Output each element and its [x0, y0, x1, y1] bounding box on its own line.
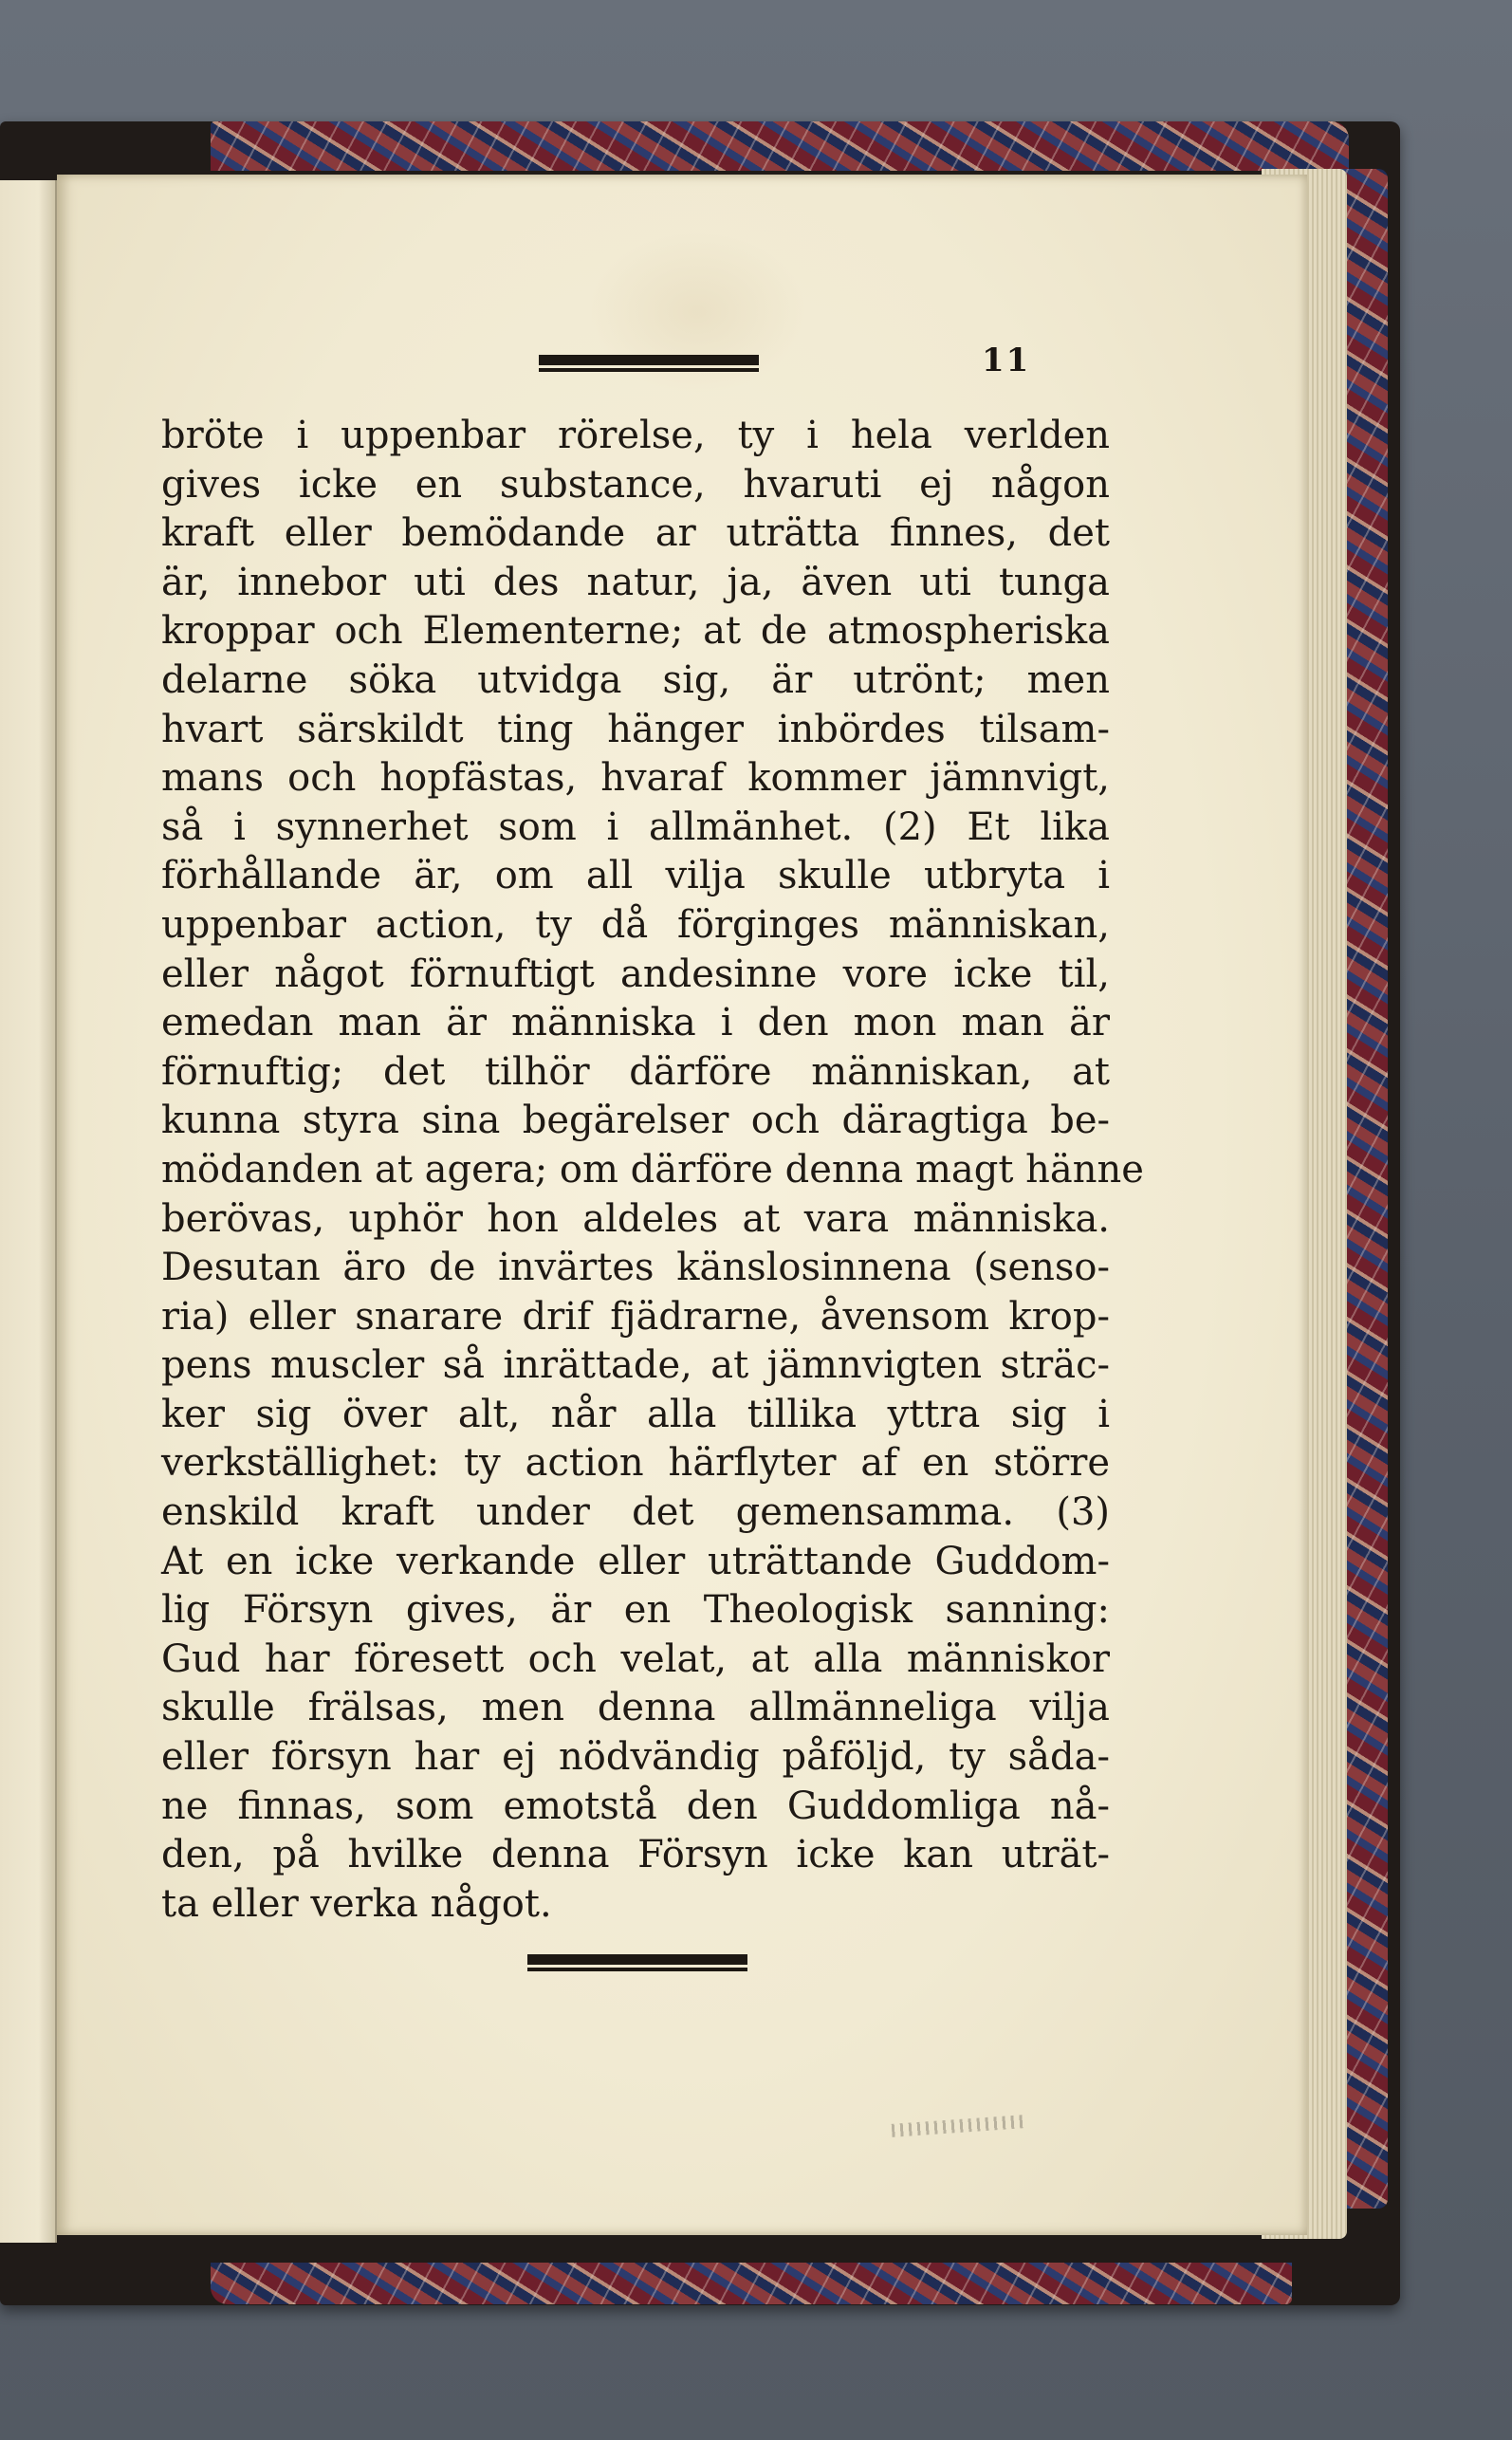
- text-line: Desutan äro de invärtes känslosinnena (senso-: [161, 1246, 1110, 1290]
- text-line: mödanden at agera; om därföre denna magt hänne: [161, 1147, 1144, 1192]
- page-number: 11: [982, 342, 1031, 379]
- footer-rule: [527, 1954, 747, 1965]
- text-line: lig Försyn gives, är en Theologisk sanning:: [161, 1588, 1110, 1633]
- text-line: gives icke en substance, hvaruti ej någon: [161, 462, 1110, 507]
- book-page: [57, 175, 1307, 2235]
- text-line: pens muscler så inrättade, at jämnvigten sträc-: [161, 1343, 1110, 1388]
- text-line: ker sig över alt, når alla tillika yttra sig i: [161, 1392, 1110, 1436]
- text-line: så i synnerhet som i allmänhet. (2) Et lika: [161, 804, 1110, 849]
- text-line: förnuftig; det tilhör därföre människan, at: [161, 1049, 1110, 1094]
- text-line: den, på hvilke denna Försyn icke kan uträt-: [161, 1833, 1110, 1877]
- text-line: bröte i uppenbar rörelse, ty i hela verlden: [161, 414, 1110, 457]
- text-line: enskild kraft under det gemensamma. (3): [161, 1490, 1110, 1535]
- ink-specks: [892, 2115, 1025, 2137]
- text-line: kunna styra sina begärelser och däragtiga be-: [161, 1099, 1110, 1143]
- text-line: hvart särskildt ting hänger inbördes tilsam-: [161, 707, 1110, 751]
- left-page-edge: [0, 180, 57, 2243]
- text-line: förhållande är, om all vilja skulle utbryta i: [161, 854, 1110, 898]
- text-line: At en icke verkande eller uträttande Guddom-: [161, 1539, 1110, 1583]
- text-line: uppenbar action, ty då förginges människan,: [161, 902, 1110, 947]
- text-line: emedan man är människa i den mon man är: [161, 1001, 1110, 1045]
- text-line: kraft eller bemödande ar uträtta finnes, det: [161, 511, 1110, 556]
- text-line: ne finnas, som emotstå den Guddomliga nå-: [161, 1784, 1110, 1828]
- text-line: verkställighet: ty action härflyter af en större: [161, 1441, 1110, 1486]
- header-rule: [539, 355, 759, 365]
- text-line: ria) eller snarare drif fjädrarne, åvensom krop-: [161, 1294, 1110, 1339]
- page-body-text: [161, 412, 1144, 1929]
- text-line: Gud har föresett och velat, at alla människor: [161, 1636, 1110, 1681]
- marbled-edge-bottom: [211, 2263, 1292, 2304]
- text-line: kroppar och Elementerne; at de atmospheriska: [161, 609, 1110, 654]
- text-line: eller något förnuftigt andesinne vore icke til,: [161, 952, 1110, 996]
- text-line: mans och hopfästas, hvaraf kommer jämnvigt,: [161, 756, 1110, 801]
- text-line: berövas, uphör hon aldeles at vara människa.: [161, 1196, 1110, 1241]
- text-line: skulle frälsas, men denna allmänneliga vilja: [161, 1686, 1110, 1730]
- text-line: delarne söka utvidga sig, är utrönt; men: [161, 657, 1110, 702]
- text-line: eller försyn har ej nödvändig påföljd, ty såda-: [161, 1735, 1110, 1780]
- text-line: är, innebor uti des natur, ja, även uti tunga: [161, 560, 1110, 604]
- text-line: ta eller verka något.: [161, 1881, 552, 1926]
- marbled-edge-top: [211, 121, 1349, 171]
